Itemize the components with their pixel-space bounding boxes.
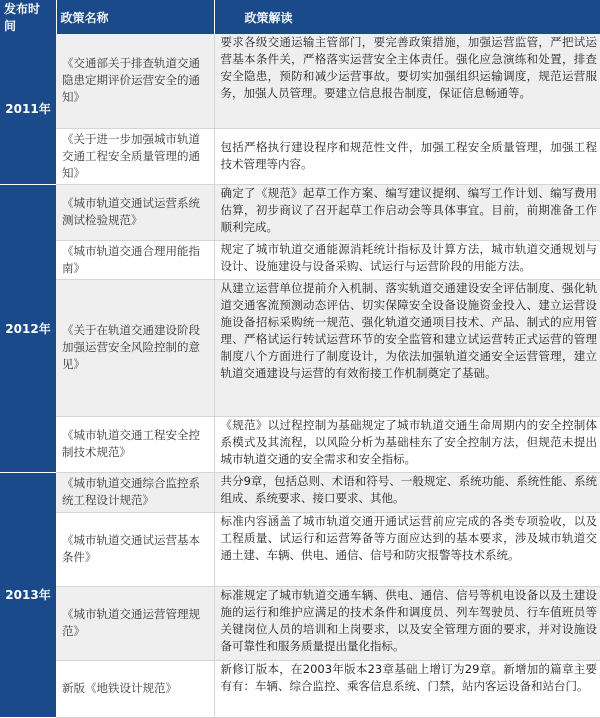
table-row [0, 184, 600, 240]
table-row [0, 128, 600, 184]
policy-interpretation: 要求各级交通运输主管部门，要完善政策措施，加强运营监管，严把试运营基本条件关，严格落实运营安全主体责任。强化应急演练和处置，排查安全隐患，预防和减少运营事故。要切实加强组织运输调度，规范运营服务，加强人员管理。要建立信息报告制度，保证信息畅通等。 [214, 34, 600, 128]
policy-name: 《城市轨道交通工程安全控制技术规范》 [56, 416, 214, 472]
table-row [0, 34, 600, 128]
policy-name: 《关于进一步加强城市轨道交通工程安全质量管理的通知》 [56, 128, 214, 184]
policy-name: 《城市轨道交通试运营系统测试检验规范》 [56, 184, 214, 240]
table-row [0, 586, 600, 660]
table-row [0, 512, 600, 586]
table-row [0, 472, 600, 512]
table-row [0, 416, 600, 472]
table-row [0, 240, 600, 279]
header-release-time: 发布时间 [0, 0, 56, 34]
policy-name: 新版《地铁设计规范》 [56, 660, 214, 717]
header-policy-interpretation: 政策解读 [214, 0, 600, 34]
policy-interpretation: 规定了城市轨道交通能源消耗统计指标及计算方法，城市轨道交通规划与设计、设施建设与设备采购、试运行与运营阶段的用能方法。 [214, 240, 600, 279]
policy-name: 《城市轨道交通综合监控系统工程设计规范》 [56, 472, 214, 512]
policy-interpretation: 《规范》以过程控制为基础规定了城市轨道交通生命周期内的安全控制体系模式及其流程，以风险分析为基础桂东了安全控制方法，但规范未提出城市轨道交通的安全需求和安全指标。 [214, 416, 600, 472]
policy-interpretation: 确定了《规范》起草工作方案、编写建议提纲、编写工作计划、编写费用估算，初步商议了召开起草工作启动会等具体事宜。目前，前期准备工作顺利完成。 [214, 184, 600, 240]
year-cell-2013: 2013年 [0, 472, 56, 717]
policy-name: 《城市轨道交通试运营基本条件》 [56, 512, 214, 586]
policy-interpretation: 新修订版本，在2003年版本23章基础上增订为29章。新增加的篇章主要有有：车辆、综合监控、乘客信息系统、门禁，站内客运设备和站台门。 [214, 660, 600, 717]
policy-interpretation: 从建立运营单位提前介入机制、落实轨道交通建设安全评估制度、强化轨道交通客流预测动态评估、切实保障安全设备设施资金投入、建立运营设施设备招标采购统一规范、强化轨道交通项目技术、产品、制式的应用管理、严格试运行转试运营环节的安全监管和建立试运营转正式运营的管理制度八个方面进行了制度设计，为依法加强轨道交通安全运营管理，建立轨道交通建设与运营的有效衔接工作机制奠定了基础。 [214, 279, 600, 416]
policy-name: 《城市轨道交通运营管理规范》 [56, 586, 214, 660]
policy-interpretation: 共分9章，包括总则、术语和符号、一般规定、系统功能、系统性能、系统组成、系统要求、接口要求、其他。 [214, 472, 600, 512]
year-cell-2011: 2011年 [0, 34, 56, 184]
policy-interpretation: 标准内容涵盖了城市轨道交通开通试运营前应完成的各类专项验收，以及工程质量、试运行和运营筹备等方面应达到的基本要求，涉及城市轨道交通土建、车辆、供电、通信、信号和防灾报警等技术系统。 [214, 512, 600, 586]
year-cell-2012: 2012年 [0, 184, 56, 472]
policy-interpretation: 包括严格执行建设程序和规范性文件，加强工程安全质量管理，加强工程技术管理等内容。 [214, 128, 600, 184]
policy-name: 《关于在轨道交通建设阶段加强运营安全风险控制的意见》 [56, 279, 214, 416]
table-row [0, 279, 600, 416]
policy-name: 《城市轨道交通合理用能指南》 [56, 240, 214, 279]
header-policy-name: 政策名称 [56, 0, 214, 34]
table-header-row [0, 0, 600, 34]
policy-name: 《交通部关于排查轨道交通隐患定期评价运营安全的通知》 [56, 34, 214, 128]
policy-interpretation: 标准规定了城市轨道交通车辆、供电、通信、信号等机电设备以及土建设施的运行和维护应满足的技术条件和调度员、列车驾驶员、行车值班员等关键岗位人员的培训和上岗要求，以及安全管理方面的要求，并对设施设备可靠性和服务质量提出量化指标。 [214, 586, 600, 660]
table-row [0, 660, 600, 717]
